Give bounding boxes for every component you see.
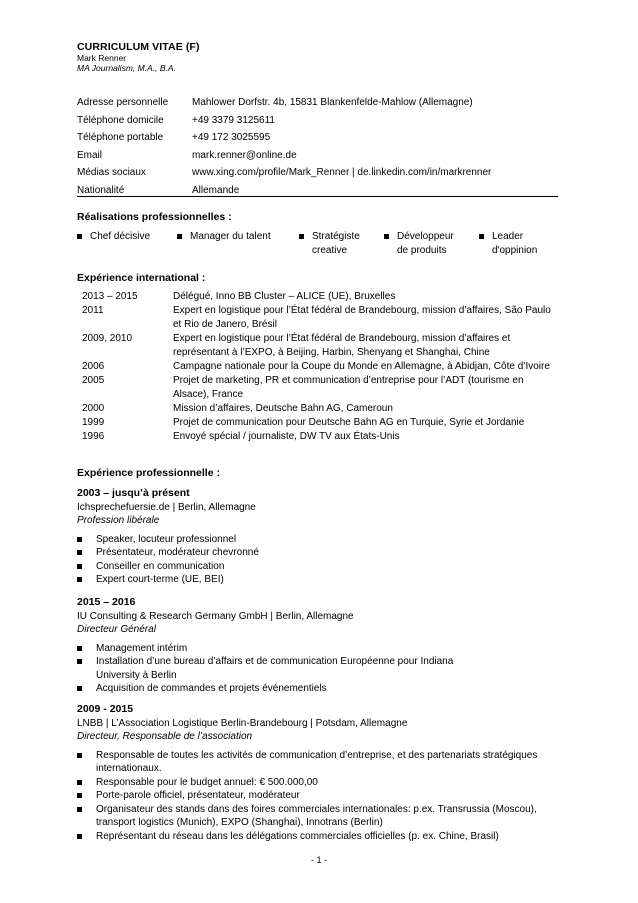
contact-row	[77, 115, 491, 133]
list-item: Responsable de toutes les activités de communication d’entreprise, et des partenariats stratégiques internationaux.	[77, 749, 556, 776]
contact-value: +49 172 3025595	[192, 132, 271, 143]
achievement-item: Leader d'oppinion	[479, 230, 559, 258]
list-item: Responsable pour le budget annuel: € 500.000,00	[77, 776, 556, 790]
list-item: Présentateur, modérateur chevronné	[77, 546, 556, 560]
contact-row	[77, 150, 491, 168]
bullet-icon	[77, 234, 82, 239]
list-item: Conseiller en communication	[77, 560, 556, 574]
list-item: Installation d’une bureau d’affairs et de communication Européenne pour Indiana University à Berlin	[77, 655, 556, 682]
job-bullets	[77, 749, 556, 844]
bullet-icon	[77, 807, 82, 812]
contact-label: Email	[77, 149, 103, 161]
job-entry	[77, 487, 556, 587]
bullet-icon	[77, 564, 82, 569]
bullet-icon	[77, 834, 82, 839]
intl-row: 2005 Projet de marketing, PR et communication d’entreprise pour l’ADT (tourisme en Alsace), France	[82, 375, 524, 400]
contact-row	[77, 167, 491, 185]
list-item: Acquisition de commandes et projets événementiels	[77, 682, 556, 696]
bullet-icon	[177, 234, 182, 239]
achievement-item: Manager du talent	[177, 230, 287, 244]
list-item: Speaker, locuteur professionnel	[77, 533, 556, 547]
intl-row: 2013 – 2015 Délégué, Inno BB Cluster – ALICE (UE), Bruxelles	[82, 291, 396, 302]
bullet-icon	[384, 234, 389, 239]
page-number: - 1 -	[310, 855, 327, 865]
professional-title: Expérience professionnelle :	[77, 467, 220, 479]
contact-label: Téléphone portable	[77, 132, 164, 143]
bullet-icon	[479, 234, 484, 239]
contact-value: Allemande	[192, 184, 240, 196]
contact-row	[77, 185, 491, 203]
intl-row: 1999 Projet de communication pour Deutsche Bahn AG en Turquie, Syrie et Jordanie	[82, 417, 525, 428]
international-title: Expérience international :	[77, 272, 206, 284]
section-divider	[77, 196, 558, 197]
list-item: Porte-parole officiel, présentateur, modérateur	[77, 789, 556, 803]
contact-label: Médias sociaux	[77, 167, 146, 178]
bullet-icon	[77, 753, 82, 758]
list-item: Expert court-terme (UE, BEI)	[77, 573, 556, 587]
job-dates: 2015 – 2016	[77, 596, 136, 608]
achievement-item: Développeur de produits	[384, 230, 469, 258]
contact-value: Mahlower Dorfstr. 4b, 15831 Blankenfelde-Mahlow (Allemagne)	[192, 97, 473, 108]
document-title: CURRICULUM VITAE (F)	[77, 41, 200, 53]
achievements-title: Réalisations professionnelles :	[77, 211, 232, 223]
contact-label: Téléphone domicile	[77, 114, 164, 126]
contact-row	[77, 132, 491, 150]
bullet-icon	[77, 793, 82, 798]
achievement-item: Chef décisive	[77, 230, 167, 244]
bullet-icon	[77, 686, 82, 691]
contact-row	[77, 97, 491, 115]
contact-value: +49 3379 3125611	[192, 114, 275, 126]
job-entry	[77, 703, 556, 843]
bullet-icon	[77, 659, 82, 664]
job-role: Directeur Général	[77, 624, 156, 635]
contact-table	[77, 97, 491, 202]
email-link[interactable]: mark.renner@online.de	[192, 149, 297, 161]
job-entry	[77, 596, 556, 696]
job-dates: 2009 - 2015	[77, 703, 134, 715]
bullet-icon	[77, 537, 82, 542]
international-table	[82, 290, 561, 444]
intl-row: 1996 Envoyé spécial / journaliste, DW TV aux États-Unis	[82, 431, 400, 442]
bullet-icon	[77, 646, 82, 651]
job-org: IU Consulting & Research Germany GmbH | Berlin, Allemagne	[77, 610, 354, 622]
bullet-icon	[77, 577, 82, 582]
contact-label: Nationalité	[77, 184, 125, 196]
job-role: Profession libérale	[77, 515, 160, 526]
intl-row: 2011 Expert en logistique pour l’État fédéral de Brandebourg, mission d’affaires, São Paulo et Rio de Janero, Brésil	[82, 305, 551, 330]
list-item: Représentant du réseau dans les délégations commerciales officielles (p. ex. Chine, Brasil)	[77, 830, 556, 844]
achievement-item: Stratégiste creative	[299, 230, 379, 258]
intl-row: 2009, 2010 Expert en logistique pour l’État fédéral de Brandebourg, mission d’affaires et représentant à l’EXPO, à Beijing, Harbin, Shenyang et Shanghai, Chine	[82, 333, 511, 358]
job-bullets	[77, 533, 556, 587]
job-role: Directeur, Responsable de l’association	[77, 731, 253, 742]
job-org: LNBB | L’Association Logistique Berlin-Brandebourg | Potsdam, Allemagne	[77, 717, 408, 729]
social-links[interactable]: www.xing.com/profile/Mark_Renner | de.linkedin.com/in/markrenner	[192, 167, 492, 178]
intl-row: 2006 Campagne nationale pour la Coupe du Monde en Allemagne, à Abidjan, Côte d’Ivoire	[82, 361, 550, 372]
bullet-icon	[299, 234, 304, 239]
job-org: Ichsprechefuersie.de | Berlin, Allemagne	[77, 501, 256, 513]
list-item: Organisateur des stands dans des foires commerciales internationales: p.ex. Transrussia (Moscou), transport logistics (Munich), EXPO (Shanghai), Innotrans (Berlin)	[77, 803, 556, 830]
person-name: Mark Renner	[77, 53, 127, 63]
bullet-icon	[77, 550, 82, 555]
job-bullets	[77, 642, 556, 696]
bullet-icon	[77, 780, 82, 785]
intl-row: 2000 Mission d’affaires, Deutsche Bahn AG, Cameroun	[82, 403, 393, 414]
job-dates: 2003 – jusqu’à présent	[77, 487, 190, 499]
contact-label: Adresse personnelle	[77, 97, 169, 108]
person-degree: MA Journalism, M.A., B.A.	[77, 63, 176, 73]
list-item: Management intérim	[77, 642, 556, 656]
